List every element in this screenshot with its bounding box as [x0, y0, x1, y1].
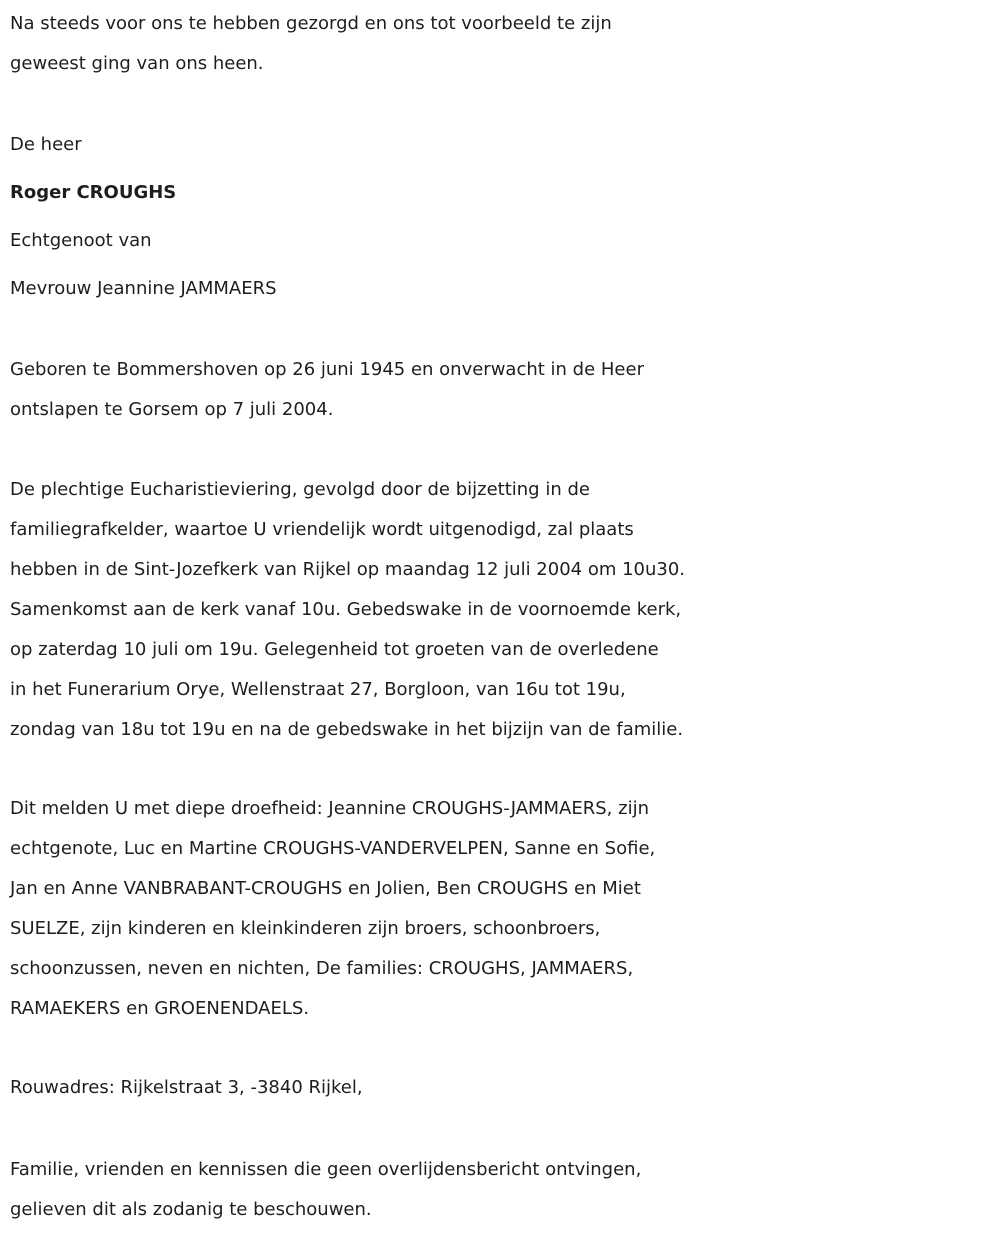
ceremony-line: in het Funerarium Orye, Wellenstraat 27, Borgloon, van 16u tot 19u,: [10, 679, 626, 700]
family-line: echtgenote, Luc en Martine CROUGHS-VANDERVELPEN, Sanne en Sofie,: [10, 838, 656, 859]
person-block: [10, 125, 992, 317]
family-line: Jan en Anne VANBRABANT-CROUGHS en Jolien, Ben CROUGHS en Miet: [10, 878, 641, 899]
family-line: Dit melden U met diepe droefheid: Jeannine CROUGHS-JAMMAERS, zijn: [10, 798, 649, 819]
ceremony-line: familiegrafkelder, waartoe U vriendelijk wordt uitgenodigd, zal plaats: [10, 519, 634, 540]
closing-line: Familie, vrienden en kennissen die geen overlijdensbericht ontvingen,: [10, 1159, 642, 1180]
birth-line: Geboren te Bommershoven op 26 juni 1945 en onverwacht in de Heer: [10, 359, 644, 380]
ceremony-paragraph: [10, 470, 992, 750]
ceremony-line: op zaterdag 10 juli om 19u. Gelegenheid tot groeten van de overledene: [10, 639, 659, 660]
ceremony-line: De plechtige Eucharistieviering, gevolgd door de bijzetting in de: [10, 479, 590, 500]
salutation: De heer: [10, 134, 82, 155]
spouse-name: Mevrouw Jeannine JAMMAERS: [10, 278, 277, 299]
relation-label: Echtgenoot van: [10, 230, 152, 251]
deceased-name: Roger CROUGHS: [10, 182, 177, 203]
intro-paragraph: [10, 4, 992, 84]
birth-paragraph: [10, 350, 992, 430]
intro-line: Na steeds voor ons te hebben gezorgd en ons tot voorbeeld te zijn: [10, 13, 612, 34]
family-line: RAMAEKERS en GROENENDAELS.: [10, 998, 310, 1019]
closing-line: gelieven dit als zodanig te beschouwen.: [10, 1199, 372, 1220]
mourning-address: Rouwadres: Rijkelstraat 3, -3840 Rijkel,: [10, 1077, 363, 1098]
closing-paragraph: [10, 1150, 992, 1230]
ceremony-line: Samenkomst aan de kerk vanaf 10u. Gebedswake in de voornoemde kerk,: [10, 599, 682, 620]
family-line: SUELZE, zijn kinderen en kleinkinderen zijn broers, schoonbroers,: [10, 918, 601, 939]
ceremony-line: hebben in de Sint-Jozefkerk van Rijkel op maandag 12 juli 2004 om 10u30.: [10, 559, 686, 580]
intro-line: geweest ging van ons heen.: [10, 53, 264, 74]
ceremony-line: zondag van 18u tot 19u en na de gebedswake in het bijzijn van de familie.: [10, 719, 684, 740]
family-line: schoonzussen, neven en nichten, De families: CROUGHS, JAMMAERS,: [10, 958, 634, 979]
birth-line: ontslapen te Gorsem op 7 juli 2004.: [10, 399, 334, 420]
family-paragraph: [10, 789, 992, 1029]
address-paragraph: [10, 1068, 992, 1108]
